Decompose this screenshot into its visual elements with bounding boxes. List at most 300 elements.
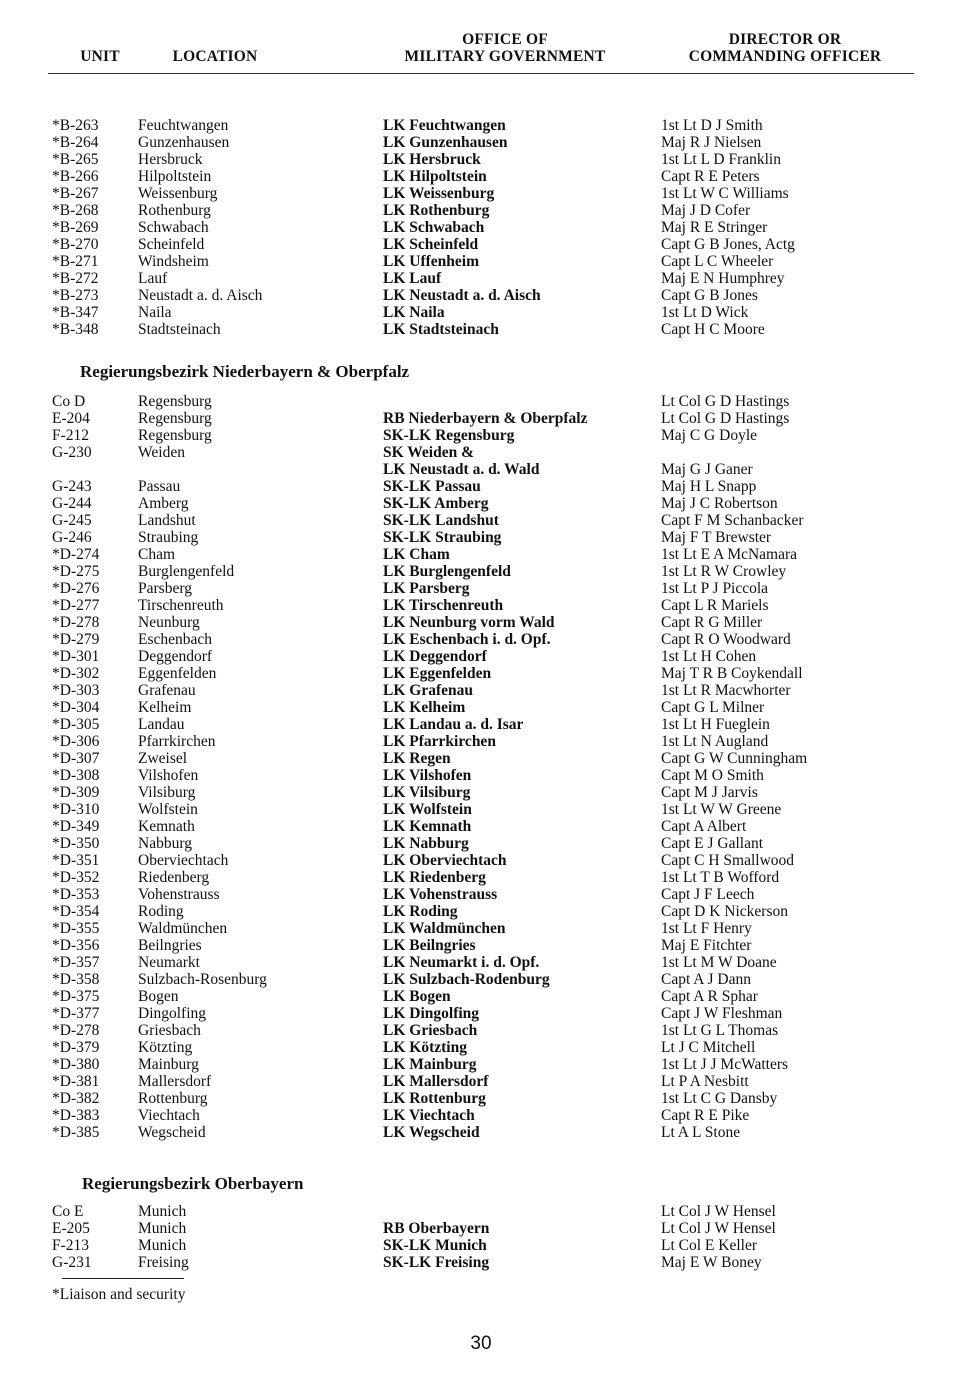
unit-cell: G-231 [52,1254,92,1271]
unit-cell: G-243 [52,478,92,495]
director-cell: 1st Lt J J McWatters [661,1056,789,1073]
location-cell: Landshut [138,512,196,529]
director-cell: Maj J D Cofer [661,202,751,219]
office-cell: LK Gunzenhausen [383,134,508,151]
unit-cell: *B-347 [52,304,99,321]
office-cell: SK-LK Regensburg [383,427,515,444]
director-cell: 1st Lt W W Greene [661,801,782,818]
office-cell: LK Deggendorf [383,648,487,665]
table-row [0,444,962,461]
table-row [0,321,962,338]
director-cell: Maj H L Snapp [661,478,757,495]
director-cell: Capt H C Moore [661,321,765,338]
office-cell: SK-LK Munich [383,1237,487,1254]
office-cell: LK Hersbruck [383,151,481,168]
unit-cell: *D-274 [52,546,100,563]
table-row [0,546,962,563]
office-cell: LK Cham [383,546,450,563]
table-row [0,818,962,835]
location-cell: Waldmünchen [138,920,228,937]
director-cell: 1st Lt L D Franklin [661,151,781,168]
location-cell: Weissenburg [138,185,218,202]
location-cell: Neustadt a. d. Aisch [138,287,263,304]
location-cell: Beilngries [138,937,202,954]
office-cell: LK Landau a. d. Isar [383,716,524,733]
table-row [0,117,962,134]
table-row [0,1254,962,1271]
director-cell: Lt Col J W Hensel [661,1203,776,1220]
office-cell: LK Eschenbach i. d. Opf. [383,631,551,648]
office-cell: SK-LK Straubing [383,529,502,546]
director-cell: Maj T R B Coykendall [661,665,803,682]
unit-cell: E-205 [52,1220,90,1237]
director-cell: Capt R E Pike [661,1107,750,1124]
location-cell: Griesbach [138,1022,201,1039]
table-row [0,393,962,410]
location-cell: Vilsiburg [138,784,196,801]
location-cell: Neumarkt [138,954,200,971]
unit-cell: *D-278 [52,1022,100,1039]
director-cell: 1st Lt H Fueglein [661,716,770,733]
office-cell: LK Weissenburg [383,185,495,202]
director-cell: Capt R E Peters [661,168,760,185]
director-cell: 1st Lt P J Piccola [661,580,769,597]
director-cell: Capt J W Fleshman [661,1005,783,1022]
table-row [0,580,962,597]
unit-cell: F-213 [52,1237,90,1254]
office-cell: LK Kötzting [383,1039,467,1056]
director-cell: Maj E N Humphrey [661,270,785,287]
office-cell: LK Beilngries [383,937,476,954]
location-cell: Roding [138,903,184,920]
table-row [0,767,962,784]
location-cell: Wegscheid [138,1124,206,1141]
director-cell: 1st Lt C G Dansby [661,1090,778,1107]
office-cell: LK Oberviechtach [383,852,507,869]
table-row [0,665,962,682]
table-row [0,954,962,971]
office-cell: LK Waldmünchen [383,920,506,937]
page-number: 30 [470,1333,492,1354]
table-row [0,631,962,648]
location-cell: Munich [138,1220,187,1237]
location-cell: Munich [138,1203,187,1220]
unit-cell: *D-349 [52,818,100,835]
unit-cell: G-244 [52,495,92,512]
location-cell: Hersbruck [138,151,203,168]
table-row [0,801,962,818]
office-cell: SK-LK Passau [383,478,481,495]
table-row [0,784,962,801]
table-row [0,733,962,750]
table-row [0,1107,962,1124]
unit-cell: *D-379 [52,1039,100,1056]
location-cell: Amberg [138,495,189,512]
header-director-line2: COMMANDING OFFICER [688,48,882,65]
table-row [0,903,962,920]
unit-cell: *D-385 [52,1124,100,1141]
unit-cell: *D-279 [52,631,100,648]
director-cell: Maj E Fitchter [661,937,752,954]
unit-cell: *B-271 [52,253,99,270]
footnote-rule [62,1278,184,1279]
location-cell: Straubing [138,529,199,546]
director-cell: Lt Col J W Hensel [661,1220,776,1237]
director-cell: Capt A J Dann [661,971,751,988]
table-row [0,886,962,903]
director-cell: Maj J C Robertson [661,495,778,512]
director-cell: 1st Lt R W Crowley [661,563,787,580]
office-cell: LK Eggenfelden [383,665,492,682]
unit-cell: *D-275 [52,563,100,580]
director-cell: Capt M O Smith [661,767,764,784]
location-cell: Kemnath [138,818,195,835]
unit-table-group-3 [0,1203,962,1271]
office-cell: LK Neunburg vorm Wald [383,614,555,631]
office-cell: LK Vilshofen [383,767,472,784]
office-cell: SK-LK Freising [383,1254,490,1271]
table-row [0,287,962,304]
table-row [0,304,962,321]
table-row [0,410,962,427]
location-cell: Schwabach [138,219,209,236]
office-cell: LK Nabburg [383,835,469,852]
location-cell: Scheinfeld [138,236,205,253]
office-cell: LK Grafenau [383,682,473,699]
unit-cell: *D-350 [52,835,100,852]
unit-cell: *B-266 [52,168,99,185]
table-row [0,835,962,852]
location-cell: Vohenstrauss [138,886,220,903]
header-unit: UNIT [80,48,120,65]
table-row [0,512,962,529]
unit-cell: *B-264 [52,134,99,151]
unit-cell: *D-355 [52,920,100,937]
location-cell: Mallersdorf [138,1073,212,1090]
location-cell: Regensburg [138,427,212,444]
unit-cell: *D-306 [52,733,100,750]
office-cell: LK Kelheim [383,699,466,716]
director-cell: Lt Col E Keller [661,1237,757,1254]
director-cell: Capt G B Jones, Actg [661,236,795,253]
location-cell: Rottenburg [138,1090,208,1107]
table-row [0,1056,962,1073]
office-cell: LK Stadtsteinach [383,321,499,338]
director-cell: Maj G J Ganer [661,461,753,478]
director-cell: 1st Lt G L Thomas [661,1022,779,1039]
table-row [0,682,962,699]
office-cell: LK Neustadt a. d. Aisch [383,287,541,304]
table-row [0,937,962,954]
director-cell: Capt G L Milner [661,699,765,716]
table-row [0,270,962,287]
unit-cell: *D-277 [52,597,100,614]
table-row [0,219,962,236]
director-cell: Lt P A Nesbitt [661,1073,749,1090]
location-cell: Deggendorf [138,648,213,665]
director-cell: Maj E W Boney [661,1254,762,1271]
unit-cell: *D-356 [52,937,100,954]
table-row [0,920,962,937]
location-cell: Parsberg [138,580,192,597]
director-cell: 1st Lt W C Williams [661,185,789,202]
unit-cell: *D-381 [52,1073,100,1090]
location-cell: Eggenfelden [138,665,217,682]
location-cell: Regensburg [138,393,212,410]
office-cell: LK Tirschenreuth [383,597,504,614]
director-cell: Lt Col G D Hastings [661,410,790,427]
office-cell: SK-LK Landshut [383,512,499,529]
office-cell: SK-LK Amberg [383,495,489,512]
office-cell: LK Vilsiburg [383,784,471,801]
director-cell: Maj C G Doyle [661,427,758,444]
header-office-line1: OFFICE OF [462,31,548,48]
table-row [0,716,962,733]
unit-cell: Co D [52,393,86,410]
table-row [0,202,962,219]
unit-cell: *D-377 [52,1005,100,1022]
director-cell: Capt R O Woodward [661,631,791,648]
location-cell: Pfarrkirchen [138,733,216,750]
office-cell: LK Pfarrkirchen [383,733,496,750]
office-cell: LK Lauf [383,270,442,287]
table-row [0,151,962,168]
table-row [0,1237,962,1254]
table-row [0,750,962,767]
table-row [0,1124,962,1141]
location-cell: Cham [138,546,176,563]
director-cell: Lt A L Stone [661,1124,741,1141]
unit-cell: *D-358 [52,971,100,988]
director-cell: Capt F M Schanbacker [661,512,804,529]
office-cell: LK Uffenheim [383,253,480,270]
location-cell: Landau [138,716,185,733]
table-row [0,529,962,546]
director-cell: 1st Lt H Cohen [661,648,757,665]
location-cell: Oberviechtach [138,852,229,869]
location-cell: Naila [138,304,172,321]
unit-cell: *D-357 [52,954,100,971]
office-cell: LK Feuchtwangen [383,117,506,134]
director-cell: Capt E J Gallant [661,835,764,852]
director-cell: 1st Lt M W Doane [661,954,777,971]
unit-cell: Co E [52,1203,84,1220]
office-cell: LK Kemnath [383,818,472,835]
office-cell: LK Wegscheid [383,1124,480,1141]
director-cell: 1st Lt R Macwhorter [661,682,791,699]
unit-cell: *B-267 [52,185,99,202]
office-cell: LK Parsberg [383,580,470,597]
director-cell: 1st Lt T B Wofford [661,869,780,886]
office-cell: LK Viechtach [383,1107,475,1124]
director-cell: Capt C H Smallwood [661,852,795,869]
table-row [0,852,962,869]
office-cell: LK Neustadt a. d. Wald [383,461,540,478]
unit-cell: G-246 [52,529,92,546]
location-cell: Nabburg [138,835,192,852]
unit-cell: *D-303 [52,682,100,699]
unit-cell: *B-270 [52,236,99,253]
unit-cell: *B-268 [52,202,99,219]
location-cell: Munich [138,1237,187,1254]
office-cell: LK Sulzbach-Rodenburg [383,971,550,988]
office-cell: LK Scheinfeld [383,236,479,253]
office-cell: LK Mallersdorf [383,1073,489,1090]
unit-cell: *D-307 [52,750,100,767]
director-cell: Maj R E Stringer [661,219,768,236]
header-rule [48,73,914,74]
director-cell: 1st Lt D Wick [661,304,749,321]
table-row [0,1039,962,1056]
table-row [0,427,962,444]
table-row [0,236,962,253]
table-row [0,597,962,614]
table-row [0,971,962,988]
unit-cell: G-230 [52,444,92,461]
location-cell: Regensburg [138,410,212,427]
office-cell: LK Bogen [383,988,451,1005]
unit-cell: *D-302 [52,665,100,682]
location-cell: Weiden [138,444,185,461]
director-cell: Maj R J Nielsen [661,134,762,151]
location-cell: Hilpoltstein [138,168,212,185]
office-cell: LK Riedenberg [383,869,486,886]
footnote: *Liaison and security [52,1286,186,1303]
director-cell: Lt J C Mitchell [661,1039,756,1056]
unit-cell: *D-382 [52,1090,100,1107]
director-cell: Capt M J Jarvis [661,784,758,801]
unit-cell: *D-304 [52,699,100,716]
unit-cell: *D-310 [52,801,100,818]
office-cell: LK Vohenstrauss [383,886,498,903]
table-row [0,134,962,151]
director-cell: Capt G B Jones [661,287,758,304]
location-cell: Viechtach [138,1107,200,1124]
office-cell: LK Schwabach [383,219,485,236]
section-title-niederbayern-oberpfalz: Regierungsbezirk Niederbayern & Oberpfalz [80,362,410,381]
director-cell: 1st Lt N Augland [661,733,769,750]
header-location: LOCATION [172,48,258,65]
unit-cell: *D-380 [52,1056,100,1073]
office-cell: RB Oberbayern [383,1220,490,1237]
unit-cell: F-212 [52,427,90,444]
unit-cell: *B-265 [52,151,99,168]
unit-cell: *B-272 [52,270,99,287]
unit-cell: *B-269 [52,219,99,236]
location-cell: Vilshofen [138,767,199,784]
table-row [0,1022,962,1039]
office-cell: SK Weiden & [383,444,475,461]
location-cell: Dingolfing [138,1005,207,1022]
unit-cell: *D-276 [52,580,100,597]
director-cell: Capt D K Nickerson [661,903,788,920]
table-row [0,869,962,886]
unit-cell: *D-278 [52,614,100,631]
unit-cell: *B-273 [52,287,99,304]
location-cell: Sulzbach-Rosenburg [138,971,267,988]
location-cell: Eschenbach [138,631,213,648]
unit-cell: *B-263 [52,117,99,134]
location-cell: Mainburg [138,1056,199,1073]
header-director-line1: DIRECTOR OR [728,31,842,48]
table-row [0,168,962,185]
director-cell: Capt G W Cunningham [661,750,808,767]
office-cell: LK Hilpoltstein [383,168,487,185]
unit-cell: *D-351 [52,852,100,869]
table-row [0,1220,962,1237]
unit-cell: *D-353 [52,886,100,903]
table-row [0,478,962,495]
location-cell: Rothenburg [138,202,211,219]
office-cell: LK Wolfstein [383,801,472,818]
unit-cell: *D-301 [52,648,100,665]
office-cell: LK Griesbach [383,1022,478,1039]
director-cell: Capt J F Leech [661,886,755,903]
location-cell: Kötzting [138,1039,193,1056]
table-row [0,614,962,631]
director-cell: 1st Lt E A McNamara [661,546,798,563]
location-cell: Zweisel [138,750,188,767]
location-cell: Kelheim [138,699,192,716]
unit-cell: *D-305 [52,716,100,733]
table-row [0,699,962,716]
office-cell: LK Mainburg [383,1056,477,1073]
office-cell: LK Rothenburg [383,202,490,219]
table-row [0,1073,962,1090]
office-cell: LK Burglengenfeld [383,563,511,580]
director-cell: Maj F T Brewster [661,529,772,546]
location-cell: Gunzenhausen [138,134,230,151]
office-cell: LK Dingolfing [383,1005,480,1022]
director-cell: Capt A R Sphar [661,988,758,1005]
unit-cell: *D-309 [52,784,100,801]
office-cell: LK Regen [383,750,451,767]
table-row [0,563,962,580]
office-cell: LK Naila [383,304,445,321]
director-cell: Capt A Albert [661,818,747,835]
unit-cell: G-245 [52,512,92,529]
location-cell: Windsheim [138,253,209,270]
table-row [0,1005,962,1022]
table-row [0,1090,962,1107]
table-row [0,185,962,202]
location-cell: Grafenau [138,682,196,699]
unit-cell: E-204 [52,410,90,427]
director-cell: Capt L R Mariels [661,597,769,614]
location-cell: Tirschenreuth [138,597,224,614]
director-cell: Lt Col G D Hastings [661,393,790,410]
director-cell: Capt R G Miller [661,614,763,631]
table-row [0,495,962,512]
location-cell: Feuchtwangen [138,117,229,134]
unit-cell: *D-352 [52,869,100,886]
office-cell: LK Rottenburg [383,1090,486,1107]
table-row [0,988,962,1005]
office-cell: LK Roding [383,903,458,920]
office-cell: RB Niederbayern & Oberpfalz [383,410,588,427]
unit-table-group-2 [0,393,962,1141]
location-cell: Neunburg [138,614,200,631]
location-cell: Freising [138,1254,189,1271]
unit-cell: *D-308 [52,767,100,784]
table-row [0,253,962,270]
location-cell: Passau [138,478,181,495]
unit-table-group-1 [0,117,962,338]
section-title-oberbayern: Regierungsbezirk Oberbayern [82,1174,304,1193]
unit-cell: *D-375 [52,988,100,1005]
unit-cell: *D-354 [52,903,100,920]
director-cell: Capt L C Wheeler [661,253,774,270]
